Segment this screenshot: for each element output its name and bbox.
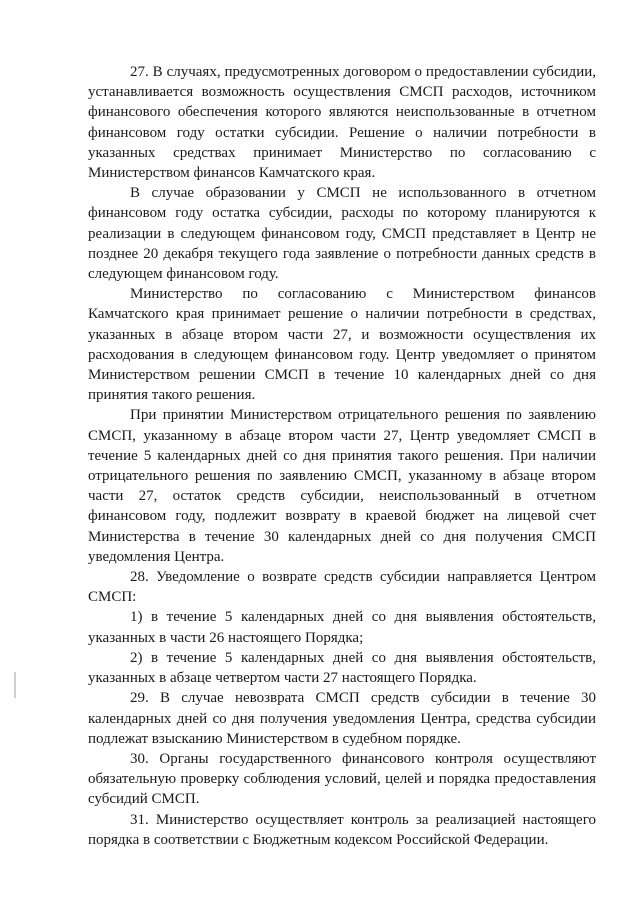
- paragraph-30: 30. Органы государственного финансового контроля осуществляют обязательную проверку соблюдения условий, целей и порядка предоставления субсидий СМСП.: [88, 750, 596, 808]
- paragraph-31: 31. Министерство осуществляет контроль за реализацией настоящего порядка в соответствии с Бюджетным кодексом Российской Федерации.: [88, 811, 596, 848]
- paragraph-27-decision: Министерство по согласованию с Министерством финансов Камчатского края принимает решение о наличии потребности в средствах, указанных в абзаце втором части 27, и возможности осуществления их расходования в следующем финансовом году. Центр уведомляет о принятом Министерством решении СМСП в течение 10 календарных дней со дня принятия такого решения.: [88, 286, 596, 404]
- scan-margin-mark: [14, 672, 16, 698]
- paragraph-28: 28. Уведомление о возврате средств субсидии направляется Центром СМСП:: [88, 569, 596, 606]
- paragraph-29: 29. В случае невозврата СМСП средств субсидии в течение 30 календарных дней со дня получения уведомления Центра, средства субсидии подлежат взысканию Министерством в судебном порядке.: [88, 690, 596, 747]
- document-page: [88, 62, 596, 850]
- paragraph-27-remainder: В случае образовании у СМСП не использованного в отчетном финансовом году остатка субсидии, расходы по которому планируются к реализации в следующем финансовом году, СМСП представляет в Центр не позднее 20 декабря текущего года заявление о потребности данных средств в следующем финансовом году.: [88, 185, 596, 283]
- paragraph-27-negative-decision: При принятии Министерством отрицательного решения по заявлению СМСП, указанному в абзаце втором части 27, Центр уведомляет СМСП в течение 5 календарных дней со дня принятия такого решения. При наличии отрицательного решения по заявлению СМСП, указанному в абзаце втором части 27, остаток средств субсидии, неиспользованный в отчетном финансовом году, подлежит возврату в краевой бюджет на лицевой счет Министерства в течение 30 календарных дней со дня получения СМСП уведомления Центра.: [88, 407, 596, 565]
- paragraph-27: 27. В случаях, предусмотренных договором о предоставлении субсидии, устанавливается возможность осуществления СМСП расходов, источником финансового обеспечения которого являются неиспользованные в отчетном финансовом году остатки субсидии. Решение о наличии потребности в указанных средствах принимает Министерство по согласованию с Министерством финансов Камчатского края.: [88, 64, 596, 182]
- paragraph-28-item-1: 1) в течение 5 календарных дней со дня выявления обстоятельств, указанных в части 26 настоящего Порядка;: [88, 609, 596, 646]
- paragraph-28-item-2: 2) в течение 5 календарных дней со дня выявления обстоятельств, указанных в абзаце четвертом части 27 настоящего Порядка.: [88, 649, 596, 687]
